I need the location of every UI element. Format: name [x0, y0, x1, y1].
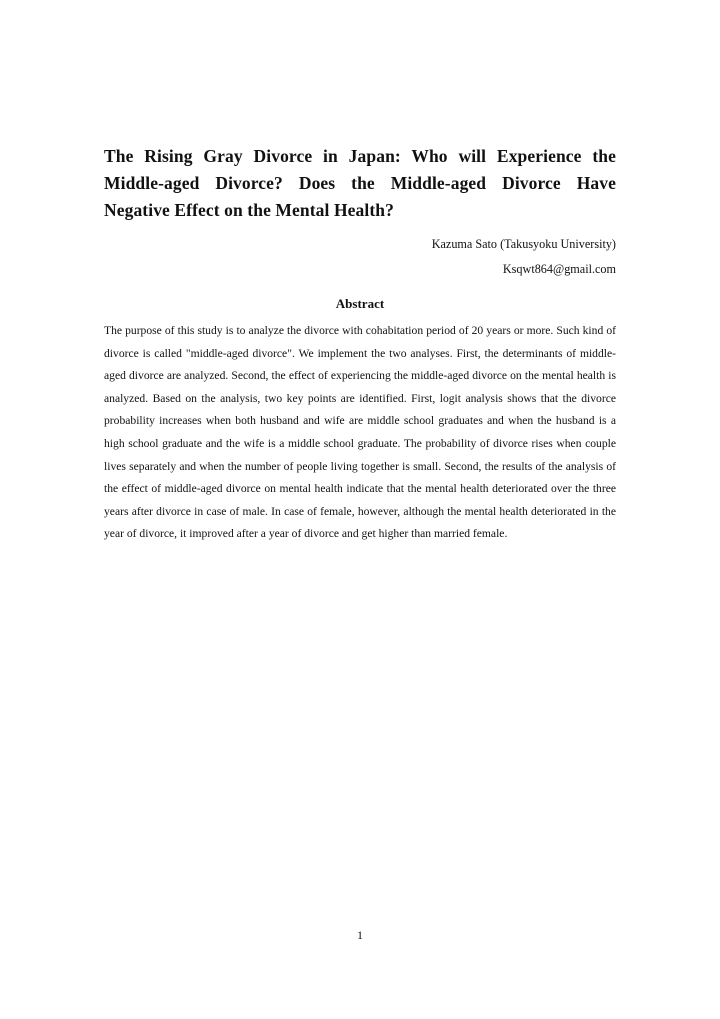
abstract-text: The purpose of this study is to analyze the divorce with cohabitation period of 20 years or more. Such kind of divorce is called "middle-aged divorce". We implement the two analyses. First, the determinants of middle-aged divorce are analyzed. Second, the effect of experiencing the middle-aged divorce on the mental health is analyzed. Based on the analysis, two key points are identified. First, logit analysis shows that the divorce probability increases when both husband and wife are middle school graduates and when the husband is a high school graduate and the wife is a middle school graduate. The probability of divorce rises when couple lives separately and when the number of people living together is small. Second, the results of the analysis of the effect of middle-aged divorce on mental health indicate that the mental health deteriorated over the three years after divorce in case of male. In case of female, however, although the mental health deteriorated in the year of divorce, it improved after a year of divorce and get higher than married female. [104, 324, 616, 541]
author-email: Ksqwt864@gmail.com [502, 262, 616, 276]
author-block [432, 232, 616, 282]
paper-title: The Rising Gray Divorce in Japan: Who will Experience the Middle-aged Divorce? Does the Middle-aged Divorce Have Negative Effect on the Mental Health? [104, 146, 616, 220]
author-name: Kazuma Sato (Takusyoku University) [431, 237, 616, 251]
page-number: 1 [357, 928, 363, 942]
abstract-heading: Abstract [335, 296, 385, 311]
